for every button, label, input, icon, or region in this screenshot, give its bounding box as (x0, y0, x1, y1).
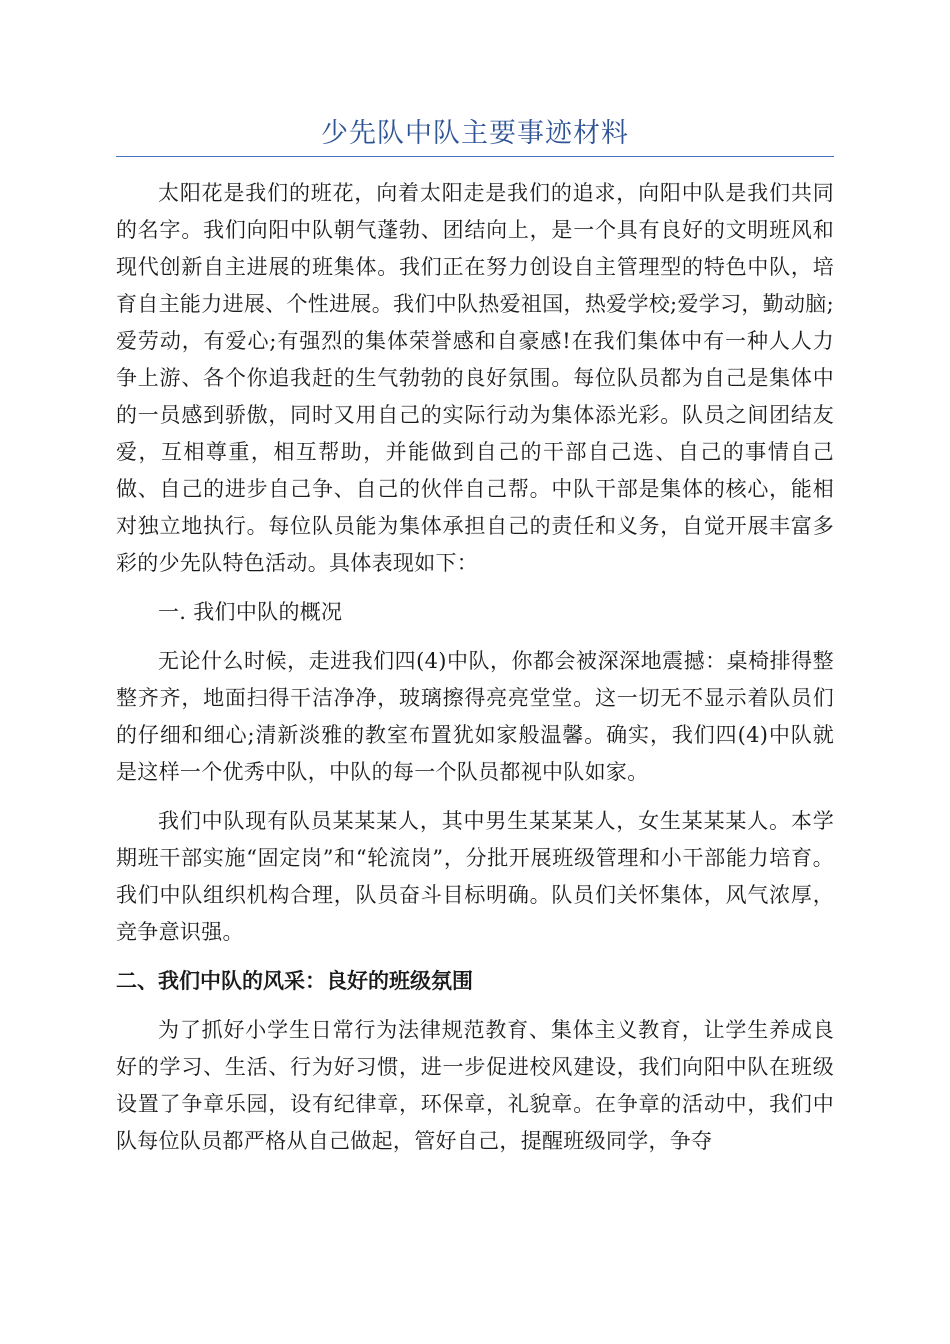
document-title: 少先队中队主要事迹材料 (321, 118, 629, 149)
atmosphere-paragraph: 为了抓好小学生日常行为法律规范教育、集体主义教育，让学生养成良好的学习、生活、行为好习惯，进一步促进校风建设，我们向阳中队在班级设置了争章乐园，设有纪律章，环保章，礼貌章。在争章的活动中，我们中队每位队员都严格从自己做起，管好自己，提醒班级同学，争夺 (116, 1018, 834, 1153)
title-underline (116, 156, 834, 157)
members-paragraph: 我们中队现有队员某某某人，其中男生某某某人，女生某某某人。本学期班干部实施“固定岗”和“轮流岗”，分批开展班级管理和小干部能力培育。我们中队组织机构合理，队员奋斗目标明确。队员们关怀集体，风气浓厚，竞争意识强。 (116, 809, 834, 944)
overview-subheading: 一. 我们中队的概况 (158, 600, 343, 624)
section-heading: 二、我们中队的风采：良好的班级氛围 (116, 969, 473, 993)
document-page (116, 112, 834, 1172)
overview-paragraph: 无论什么时候，走进我们四(4)中队，你都会被深深地震撼：桌椅排得整整齐齐，地面扫得干洁净净，玻璃擦得亮亮堂堂。这一切无不显示着队员们的仔细和细心;清新淡雅的教室布置犹如家般温馨。确实，我们四(4)中队就是这样一个优秀中队，中队的每一个队员都视中队如家。 (116, 649, 834, 784)
document-body (116, 175, 834, 1160)
intro-paragraph: 太阳花是我们的班花，向着太阳走是我们的追求，向阳中队是我们共同的名字。我们向阳中队朝气蓬勃、团结向上，是一个具有良好的文明班风和现代创新自主进展的班集体。我们正在努力创设自主管理型的特色中队，培育自主能力进展、个性进展。我们中队热爱祖国，热爱学校;爱学习，勤动脑;爱劳动，有爱心;有强烈的集体荣誉感和自豪感!在我们集体中有一种人人力争上游、各个你追我赶的生气勃勃的良好氛围。每位队员都为自己是集体中的一员感到骄傲，同时又用自己的实际行动为集体添光彩。队员之间团结友爱，互相尊重，相互帮助，并能做到自己的干部自己选、自己的事情自己做、自己的进步自己争、自己的伙伴自己帮。中队干部是集体的核心，能相对独立地执行。每位队员能为集体承担自己的责任和义务，自觉开展丰富多彩的少先队特色活动。具体表现如下： (116, 181, 834, 575)
